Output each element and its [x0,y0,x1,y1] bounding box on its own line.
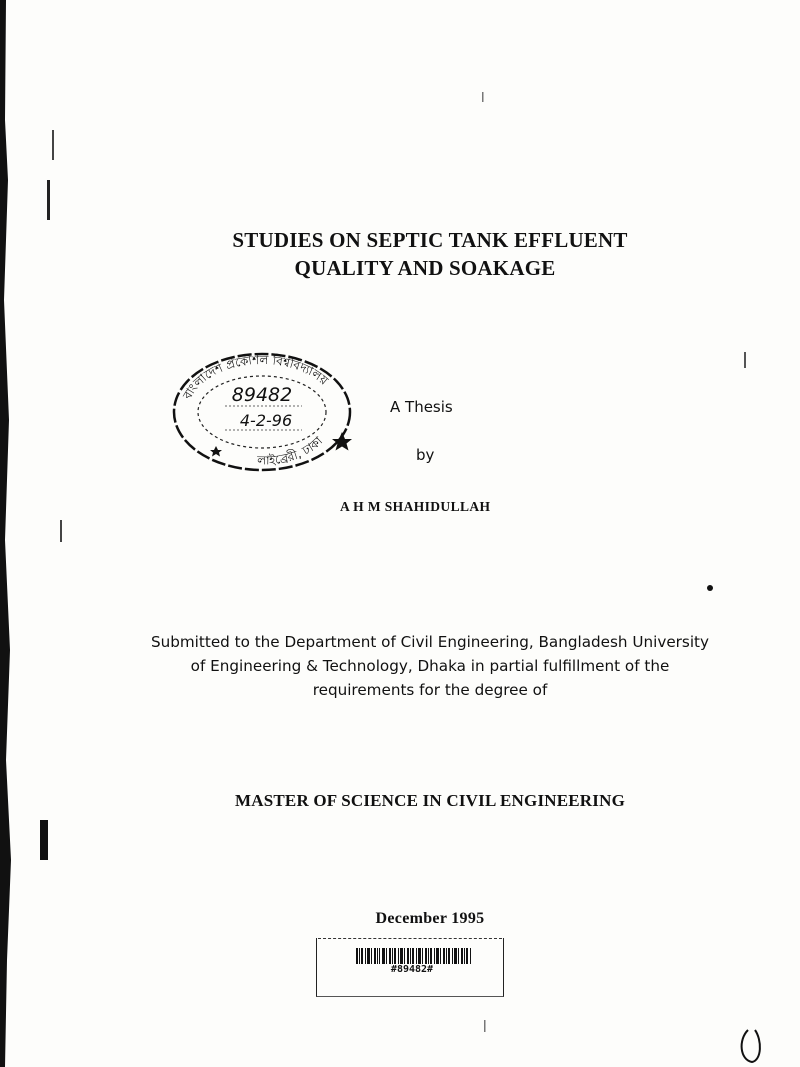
author-name: A H M SHAHIDULLAH [340,499,491,514]
stamp-bottom-text: লাইব্রেরী, ঢাকা [257,433,326,468]
stamp-date: 4-2-96 [239,411,293,430]
document-type: A Thesis [390,398,453,416]
stamp-top-text: বাংলাদেশ প্রকৌশল বিশ্ববিদ্যালয় [180,352,331,402]
submission-line-1: Submitted to the Department of Civil Engineering, Bangladesh University [150,633,709,651]
star-icon [210,446,222,457]
thesis-title-line-2: QUALITY AND SOAKAGE [294,256,556,280]
stamp-accession-number: 89482 [231,384,293,406]
thesis-title-line-1: STUDIES ON SEPTIC TANK EFFLUENT [232,228,628,252]
submission-statement [100,630,760,702]
submission-line-2: of Engineering & Technology, Dhaka in partial fulfillment of the [190,657,670,675]
by-label: by [416,446,435,464]
submission-line-3: requirements for the degree of [312,681,548,699]
degree-title: MASTER OF SCIENCE IN CIVIL ENGINEERING [234,791,626,810]
barcode-bars [356,948,476,964]
barcode-number: #89482# [390,964,434,975]
submission-date: December 1995 [375,910,485,927]
star-icon [332,432,352,451]
library-stamp [170,346,370,486]
